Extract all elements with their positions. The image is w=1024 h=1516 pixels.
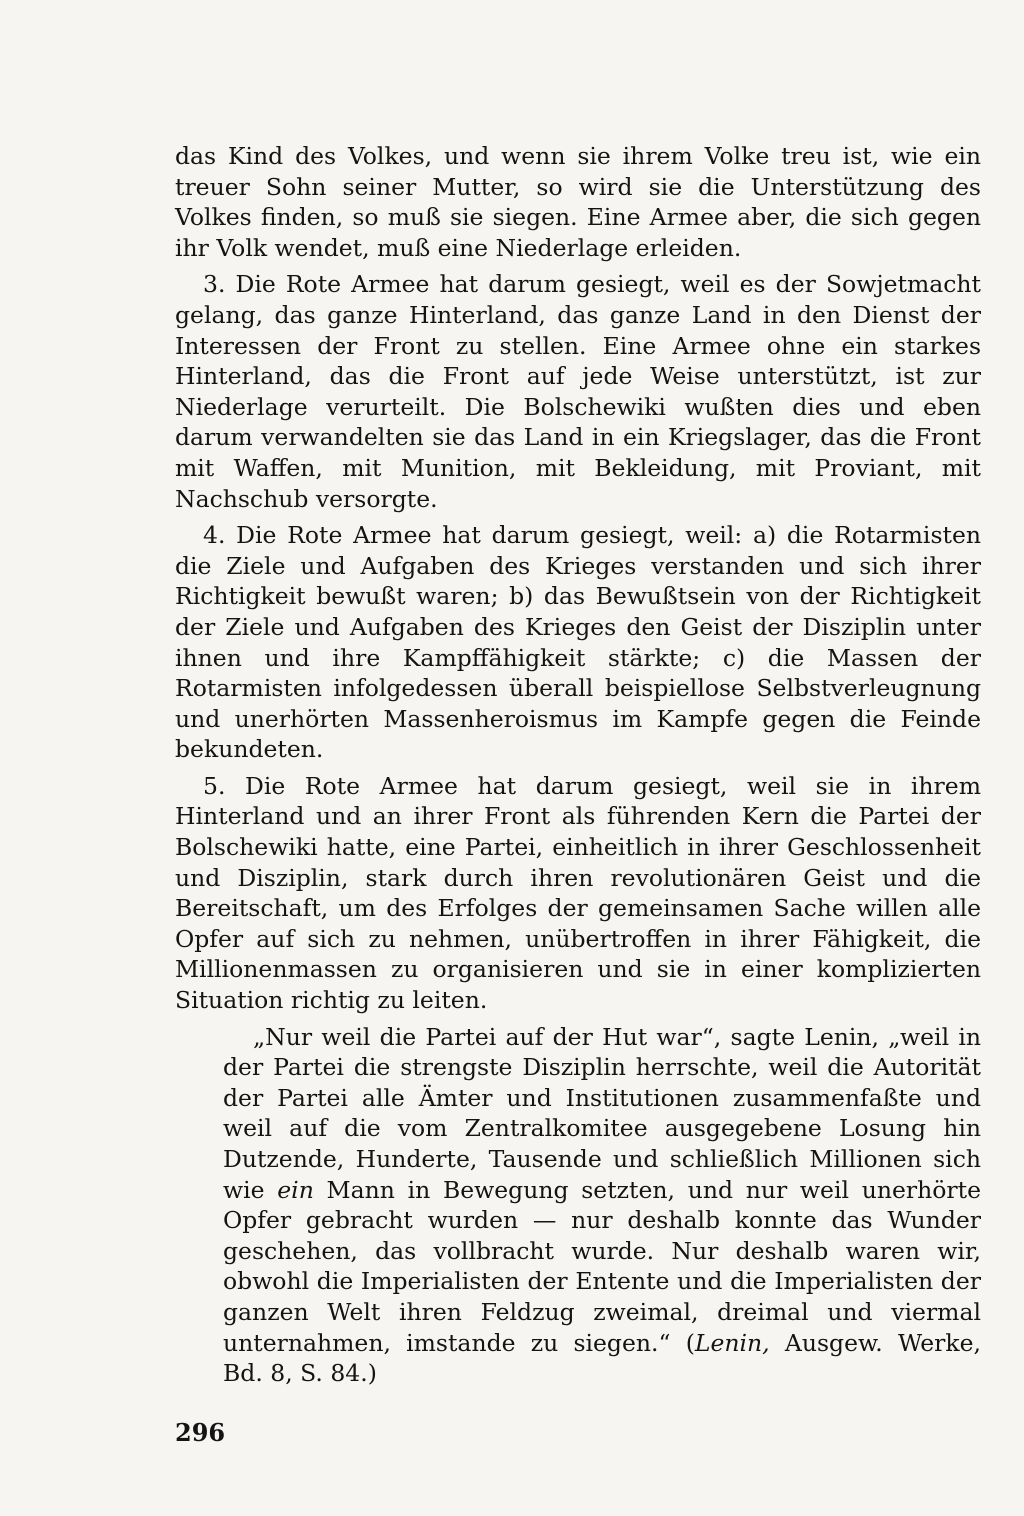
point-3-paragraph: 3. Die Rote Armee hat darum gesiegt, weil es der Sowjetmacht gelang, das ganze Hinterland, das ganze Land in den Dienst der Interessen der Front zu stellen. Eine Armee ohne ein starkes Hinterland, das die Front auf jede Weise unterstützt, ist zur Niederlage verurteilt. Die Bolschewiki wußten dies und eben darum verwandelten sie das Land in ein Kriegslager, das die Front mit Waffen, mit Munition, mit Bekleidung, mit Proviant, mit Nachschub versorgte.	[175, 270, 981, 513]
quote-source-author: Lenin,	[694, 1328, 770, 1357]
quote-emphasis: ein	[277, 1175, 314, 1204]
continuation-paragraph: das Kind des Volkes, und wenn sie ihrem Volke treu ist, wie ein treuer Sohn seiner Mutter, so wird sie die Unterstützung des Volkes finden, so muß sie siegen. Eine Armee aber, die sich gegen ihr Volk wendet, muß eine Niederlage erleiden.	[175, 142, 981, 262]
quote-source-rest: Ausgew. Werke, Bd. 8, S. 84.)	[223, 1328, 981, 1388]
quote-paragraph	[223, 1022, 981, 1389]
point-4-paragraph: 4. Die Rote Armee hat darum gesiegt, weil: a) die Rotarmisten die Ziele und Aufgaben des Krieges verstanden und sich ihrer Richtigkeit bewußt waren; b) das Bewußtsein von der Richtigkeit der Ziele und Aufgaben des Krieges den Geist der Disziplin unter ihnen und ihre Kampffähigkeit stärkte; c) die Massen der Rotarmisten infolgedessen überall beispiellose Selbstverleugnung und unerhörten Massenheroismus im Kampfe gegen die Feinde bekundeten.	[175, 521, 981, 764]
body-text	[175, 141, 981, 1389]
lenin-quote	[223, 1022, 981, 1389]
page-number: 296	[175, 1418, 226, 1447]
point-5-paragraph: 5. Die Rote Armee hat darum gesiegt, weil sie in ihrem Hinterland und an ihrer Front als führenden Kern die Partei der Bolschewiki hatte, eine Partei, einheitlich in ihrer Geschlossenheit und Disziplin, stark durch ihren revolutionären Geist und die Bereitschaft, um des Erfolges der gemeinsamen Sache willen alle Opfer auf sich zu nehmen, unübertroffen in ihrer Fähigkeit, die Millionenmassen zu organisieren und sie in einer komplizierten Situation richtig zu leiten.	[175, 771, 981, 1015]
quote-part-2: Mann in Bewegung setzten, und nur weil unerhörte Opfer gebracht wurden — nur deshalb konnte das Wunder geschehen, das vollbracht wurde. Nur deshalb waren wir, obwohl die Imperialisten der Entente und die Imperialisten der ganzen Welt ihren Feldzug zweimal, dreimal und viermal unternahmen, imstande zu siegen.“ (	[223, 1175, 981, 1357]
quote-part-1: „Nur weil die Partei auf der Hut war“, sagte Lenin, „weil in der Partei die strengste Disziplin herrschte, weil die Autorität der Partei alle Ämter und Institutionen zusammenfaßte und weil auf die vom Zentralkomitee ausgegebene Losung hin Dutzende, Hunderte, Tausende und schließlich Millionen sich wie	[223, 1022, 981, 1204]
